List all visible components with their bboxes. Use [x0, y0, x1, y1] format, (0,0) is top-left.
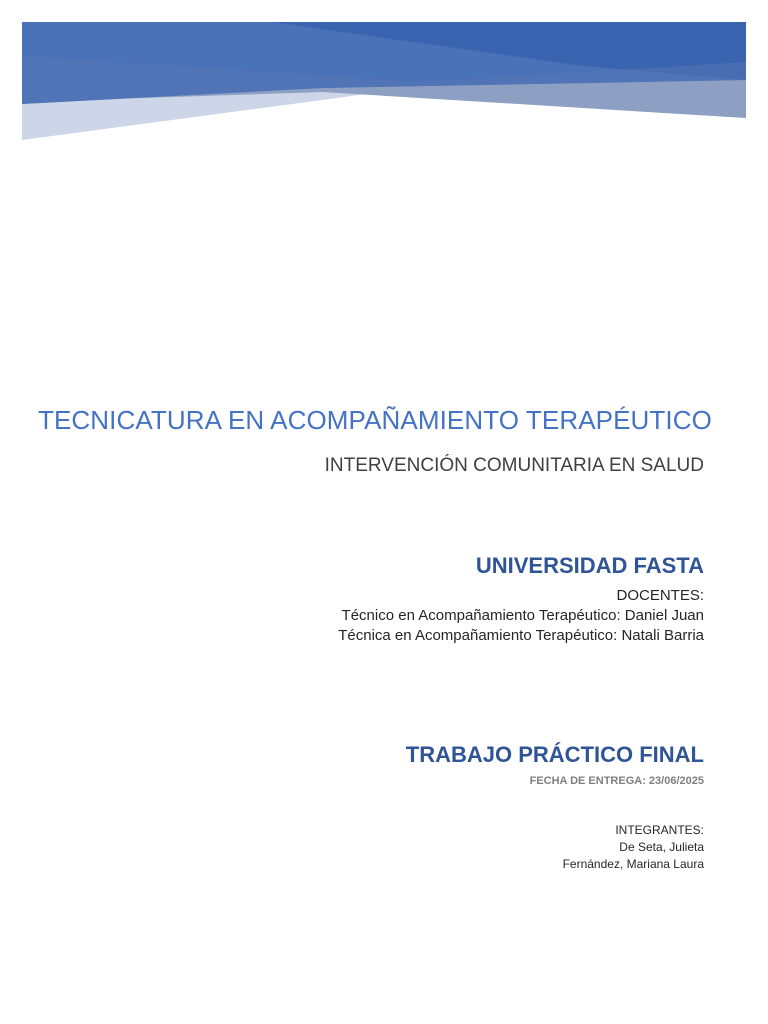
members-block — [563, 822, 704, 873]
cover-banner — [22, 22, 746, 140]
page-subtitle: INTERVENCIÓN COMUNITARIA EN SALUD — [324, 455, 704, 476]
work-title: TRABAJO PRÁCTICO FINAL — [405, 742, 704, 767]
docente-item: Técnica en Acompañamiento Terapéutico: Natali Barria — [338, 627, 704, 644]
docente-item: Técnico en Acompañamiento Terapéutico: Daniel Juan — [341, 607, 704, 624]
member-item: Fernández, Mariana Laura — [562, 857, 704, 871]
docentes-label: DOCENTES: — [616, 587, 704, 604]
members-label: INTEGRANTES: — [615, 823, 704, 837]
member-item: De Seta, Julieta — [619, 840, 704, 854]
institution-name: UNIVERSIDAD FASTA — [475, 553, 704, 578]
page-title: TECNICATURA EN ACOMPAÑAMIENTO TERAPÉUTICO — [38, 405, 712, 435]
delivery-date: FECHA DE ENTREGA: 23/06/2025 — [529, 775, 704, 787]
docentes-block — [338, 586, 704, 646]
